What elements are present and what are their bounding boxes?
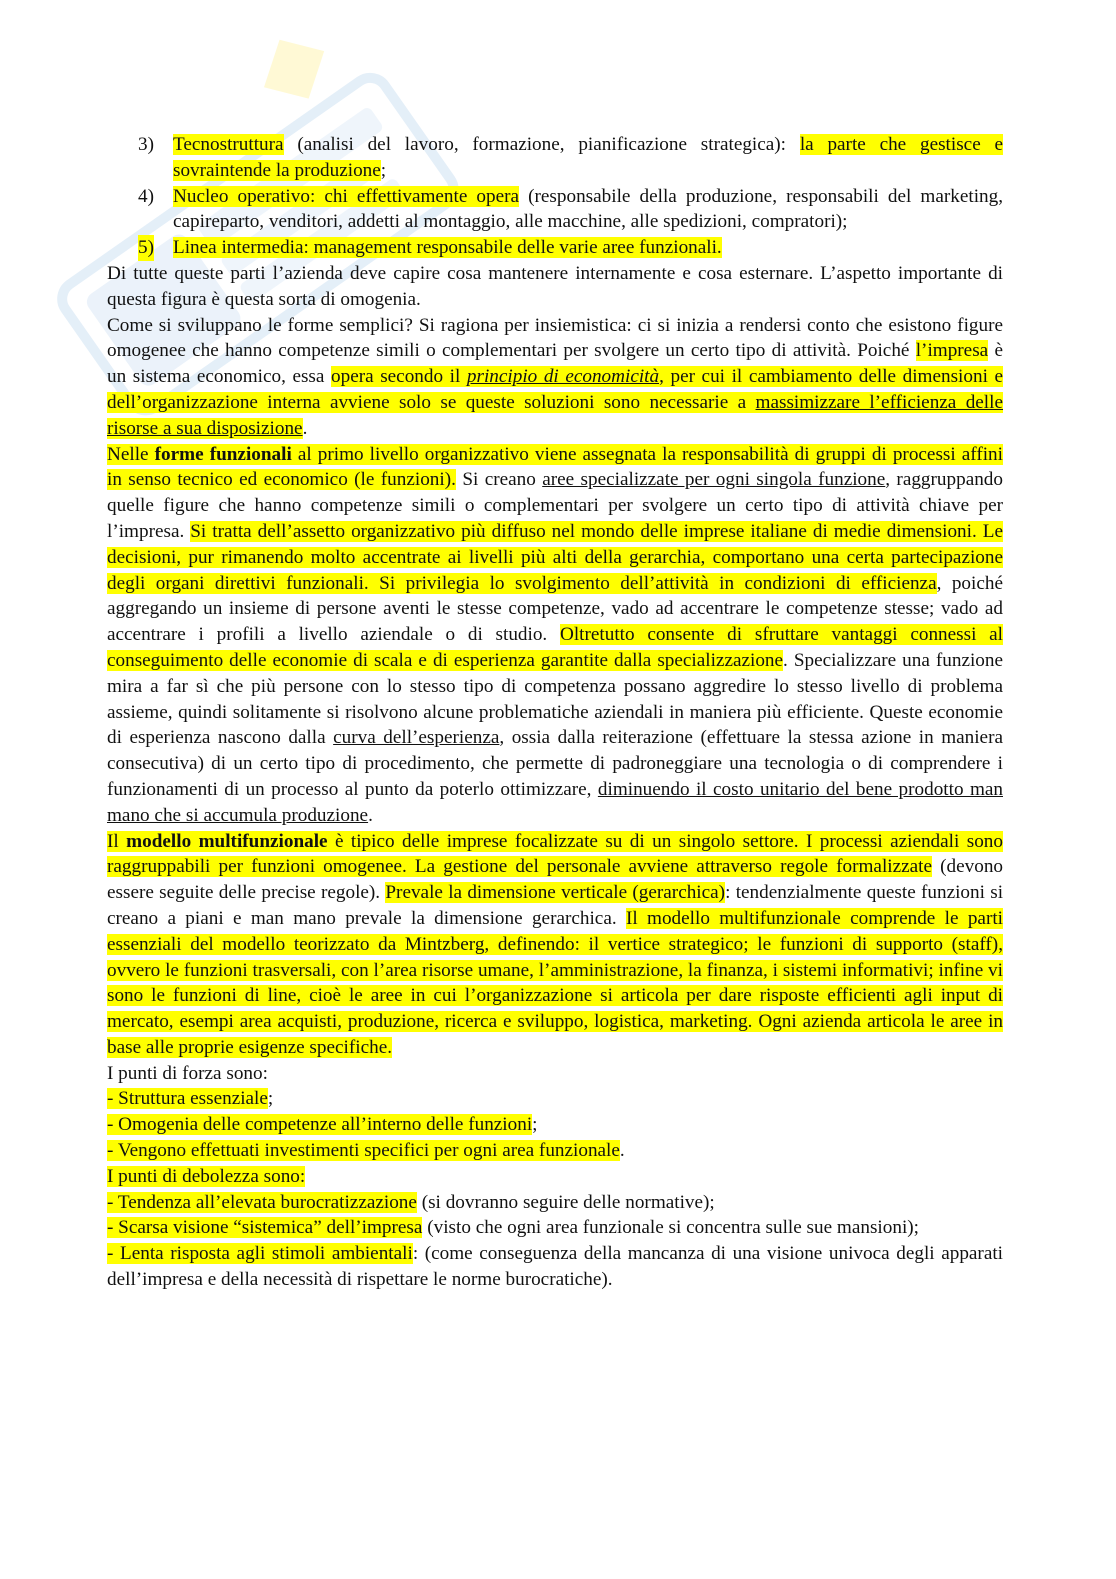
body-text: (responsabile della produzione, responsabili del marketing, capireparto, venditori, addetti al montaggio, alle macchine, alle spedizioni, compratori);	[173, 185, 1004, 233]
body-text: .	[619, 1140, 625, 1162]
list-item	[107, 184, 1003, 236]
strength-item	[107, 1086, 1003, 1112]
weakness-item	[107, 1190, 1003, 1216]
highlighted-text: I punti di debolezza sono:	[107, 1165, 306, 1187]
paragraph	[107, 442, 1003, 829]
highlighted-underlined-text: massimizzare l’efficienza delle risorse a sua disposizione	[107, 391, 1003, 439]
highlighted-text: opera secondo il	[331, 366, 467, 388]
highlighted-text: Oltretutto consente di sfruttare vantaggi connessi al conseguimento delle economie di scala e di esperienza garantite dalla specializzazione	[107, 624, 1003, 671]
highlighted-text: , per cui il cambiamento delle dimensioni e dell’organizzazione interna avviene solo se queste soluzioni sono necessarie a	[107, 366, 1003, 413]
body-text: (analisi del lavoro, formazione, pianificazione strategica):	[283, 134, 800, 155]
highlighted-underlined-term: principio di economicità	[466, 366, 660, 388]
body-text: ;	[532, 1114, 538, 1136]
highlighted-text: - Scarsa visione “sistemica” dell’impresa	[107, 1217, 423, 1239]
highlighted-text: Si tratta dell’assetto organizzativo più diffuso nel mondo delle imprese italiane di medie dimensioni. Le decisioni, pur rimanendo molto accentrate ai livelli più alti della gerarchia, comportano una certa partecipazione degli organi direttivi funzionali. Si privilegia lo svolgimento dell’attività in condizioni di efficienza	[107, 520, 1004, 594]
highlighted-text: Linea intermedia: management responsabile delle varie aree funzionali.	[173, 237, 722, 259]
highlighted-text: Il modello multifunzionale comprende le parti essenziali del modello teorizzato da Mintzberg, definendo: il vertice strategico; le funzioni di supporto (staff), ovvero le funzioni trasversali, con l’area risorse umane, l’amministrazione, la finanza, i sistemi informativi; infine vi sono le funzioni di line, cioè le aree in cui l’organizzazione si articola per dare risposte efficienti agli input di mercato, esempi area acquisti, produzione, ricerca e sviluppo, logistica, marketing. Ogni azienda articola le aree in base alle proprie esigenze specifiche.	[107, 907, 1003, 1058]
list-number: 4)	[138, 185, 154, 207]
body-text: : (come conseguenza della mancanza di una visione univoca degli apparati dell’impresa e della necessità di rispettare le norme burocratiche).	[107, 1243, 1003, 1291]
list-item	[107, 132, 1003, 184]
highlighted-text: la parte che gestisce e sovraintende la produzione	[173, 134, 1004, 181]
underlined-text: aree specializzate per ogni singola funzione	[542, 469, 886, 491]
highlighted-text: Tecnostruttura	[173, 134, 284, 155]
list-number: 3)	[138, 134, 154, 155]
body-text: (si dovranno seguire delle normative);	[416, 1191, 715, 1213]
underlined-text: curva dell’esperienza	[333, 727, 500, 749]
body-text: , raggruppando quelle figure che hanno competenze simili o complementari per svolgere un certo tipo di attività chiave per l’impresa.	[107, 469, 1003, 542]
highlighted-text: - Struttura essenziale	[107, 1088, 268, 1110]
document-body	[107, 132, 1003, 1293]
body-text: Come si sviluppano le forme semplici? Si ragiona per insiemistica: ci si inizia a rendersi conto che esistono figure omogenee che hanno competenze simili o complementari per svolgere un certo tipo di attività. Poiché	[107, 314, 1003, 362]
highlighted-text: Prevale la dimensione verticale (gerarchica)	[385, 882, 726, 904]
strength-item	[107, 1112, 1003, 1138]
body-text: , ossia dalla reiterazione (effettuare la stessa azione in maniera consecutiva) di un certo tipo di procedimento, che permette di padroneggiare una tecnologia o di comprendere i funzionamenti di un processo al punto da poterlo ottimizzare,	[107, 727, 1003, 800]
highlighted-text: al primo livello organizzativo viene assegnata la responsabilità di gruppi di processi affini in senso tecnico ed economico (le funzioni).	[107, 443, 1003, 491]
highlighted-text: l’impresa	[915, 340, 989, 362]
highlighted-text: Il	[107, 830, 127, 852]
body-text: , poiché aggregando un insieme di persone aventi le stesse competenze, vado ad accentrare le competenze stesse; vado ad accentrare i profili a livello aziendale o di studio.	[107, 572, 1003, 646]
body-text: (devono essere seguite delle precise regole).	[107, 856, 1004, 904]
body-text: è un sistema economico, essa	[107, 340, 1003, 388]
body-text: : tendenzialmente queste funzioni si creano a piani e man mano prevale la dimensione gerarchica.	[107, 882, 1004, 929]
highlighted-text: Nucleo operativo: chi effettivamente opera	[173, 185, 520, 207]
highlighted-text: - Tendenza all’elevata burocratizzazione	[107, 1191, 417, 1213]
weakness-item	[107, 1215, 1003, 1241]
weakness-item	[107, 1241, 1003, 1293]
body-text: (visto che ogni area funzionale si concentra sulle sue mansioni);	[422, 1217, 920, 1239]
highlighted-text: - Vengono effettuati investimenti specifici per ogni area funzionale	[107, 1140, 620, 1162]
body-text: ;	[267, 1088, 274, 1110]
paragraph: Di tutte queste parti l’azienda deve capire cosa mantenere internamente e cosa esternare. L’aspetto importante di questa figura è questa sorta di omogenia.	[107, 262, 1003, 310]
bold-term: modello multifunzionale	[126, 830, 328, 852]
paragraph	[107, 829, 1003, 1061]
weaknesses-heading	[107, 1164, 1003, 1190]
list-item	[107, 235, 1003, 261]
bold-term: forme funzionali	[154, 443, 292, 465]
numbered-list	[107, 132, 1003, 261]
strengths-heading: I punti di forza sono:	[107, 1062, 268, 1084]
paragraph	[107, 313, 1003, 442]
highlighted-text: è tipico delle imprese focalizzate su di un singolo settore. I processi aziendali sono raggruppabili per funzioni omogenee. La gestione del personale avviene attraverso regole formalizzate	[107, 830, 1003, 878]
body-text: Si creano	[455, 469, 543, 491]
list-number: 5)	[138, 235, 154, 261]
underlined-text: diminuendo il costo unitario del bene prodotto man mano che si accumula produzione	[107, 778, 1003, 826]
highlighted-text: - Omogenia delle competenze all’interno delle funzioni	[107, 1114, 533, 1136]
body-text: .	[302, 417, 308, 439]
strength-item	[107, 1138, 1003, 1164]
highlighted-text: - Lenta risposta agli stimoli ambientali	[107, 1243, 413, 1265]
highlighted-text: Nelle	[107, 443, 155, 465]
body-text: .	[368, 804, 373, 826]
body-text: . Specializzare una funzione mira a far sì che più persone con lo stesso tipo di competenza possano aggredire lo stesso livello di problema assieme, quindi solitamente si risolvono alcune problematiche aziendali in maniera più efficiente. Queste economie di esperienza nascono dalla	[107, 649, 1004, 749]
body-text: ;	[380, 159, 387, 181]
